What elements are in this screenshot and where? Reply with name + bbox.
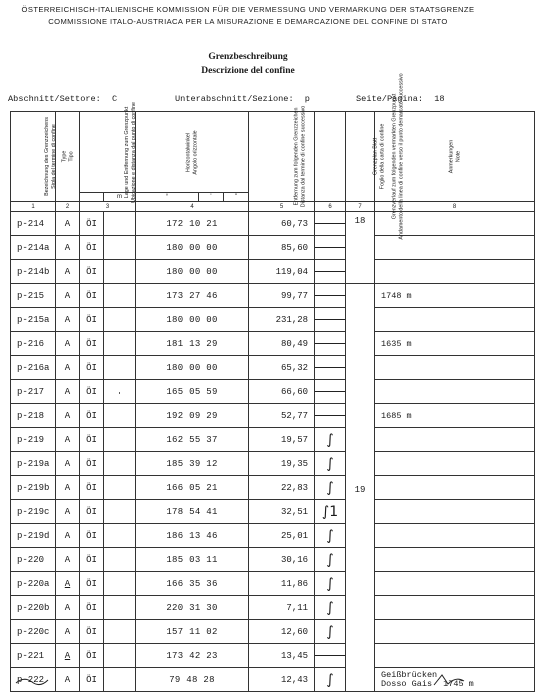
point-type: A xyxy=(56,332,80,356)
point-type: A xyxy=(56,404,80,428)
location-code: ÖI xyxy=(80,548,104,572)
location-distance xyxy=(104,308,136,332)
horizontal-angle: 181 13 29 xyxy=(136,332,249,356)
distance-value: 12,60 xyxy=(249,620,315,644)
point-id: p-220c xyxy=(11,620,56,644)
col-sub-sec: '' xyxy=(224,193,249,202)
location-distance xyxy=(104,332,136,356)
location-code: ÖI xyxy=(80,452,104,476)
course-symbol xyxy=(315,644,346,668)
note-cell xyxy=(375,548,535,572)
distance-value: 7,11 xyxy=(249,596,315,620)
straight-line-icon xyxy=(315,319,345,320)
point-type: A xyxy=(56,548,80,572)
horizontal-angle: 186 13 46 xyxy=(136,524,249,548)
point-id: p-220a xyxy=(11,572,56,596)
handwritten-mark-left xyxy=(14,674,54,688)
course-symbol xyxy=(315,548,346,572)
dot-mark xyxy=(119,392,121,394)
curved-line-icon: ∫ xyxy=(326,455,334,472)
table-row xyxy=(11,260,535,284)
straight-line-icon xyxy=(315,271,345,272)
course-symbol xyxy=(315,620,346,644)
distance-value: 80,49 xyxy=(249,332,315,356)
straight-line-icon xyxy=(315,343,345,344)
distance-value: 12,43 xyxy=(249,668,315,692)
horizontal-angle: 180 00 00 xyxy=(136,356,249,380)
note-cell xyxy=(375,476,535,500)
course-symbol xyxy=(315,308,346,332)
col-header-notes: Anmerkungen Note xyxy=(375,112,535,202)
point-id: p-220b xyxy=(11,596,56,620)
distance-value: 119,04 xyxy=(249,260,315,284)
location-code: ÖI xyxy=(80,308,104,332)
table-row xyxy=(11,284,535,308)
location-distance xyxy=(104,620,136,644)
note-cell: 1635 m xyxy=(375,332,535,356)
location-distance xyxy=(104,596,136,620)
column-number-row: 1 2 3 4 5 6 7 8 xyxy=(11,202,535,212)
table-row xyxy=(11,620,535,644)
table-row xyxy=(11,308,535,332)
horizontal-angle: 180 00 00 xyxy=(136,308,249,332)
course-symbol xyxy=(315,500,346,524)
note-cell xyxy=(375,572,535,596)
location-distance xyxy=(104,476,136,500)
commission-name-german: ÖSTERREICHISCH-ITALIENISCHE KOMMISSION FÜR DIE VERMESSUNG UND VERMARKUNG DER STAATSGRENZE xyxy=(21,5,475,14)
horizontal-angle: 172 10 21 xyxy=(136,212,249,236)
note-cell xyxy=(375,260,535,284)
note-cell xyxy=(375,452,535,476)
distance-value: 22,83 xyxy=(249,476,315,500)
note-elevation: 1745 m xyxy=(443,678,474,689)
table-row xyxy=(11,524,535,548)
distance-value: 99,77 xyxy=(249,284,315,308)
course-symbol xyxy=(315,332,346,356)
col-sub-min: ' xyxy=(199,193,224,202)
location-code: ÖI xyxy=(80,428,104,452)
note-cell xyxy=(375,620,535,644)
curved-line-icon: ∫ xyxy=(326,671,334,688)
distance-value: 32,51 xyxy=(249,500,315,524)
course-symbol xyxy=(315,572,346,596)
horizontal-angle: 185 03 11 xyxy=(136,548,249,572)
horizontal-angle: 166 35 36 xyxy=(136,572,249,596)
point-id: p-214b xyxy=(11,260,56,284)
table-row xyxy=(11,212,535,236)
point-type: A xyxy=(56,308,80,332)
col-header-point: Bezeichnung des Grenzzeichens Sigla del termine di confine xyxy=(11,112,56,202)
point-type: A xyxy=(56,236,80,260)
curved-line-icon: ∫ xyxy=(326,479,334,496)
point-id: p-214a xyxy=(11,236,56,260)
distance-value: 231,28 xyxy=(249,308,315,332)
distance-value: 19,57 xyxy=(249,428,315,452)
location-distance xyxy=(104,284,136,308)
sheet-number: 18 xyxy=(346,212,375,284)
location-code: ÖI xyxy=(80,596,104,620)
distance-value: 60,73 xyxy=(249,212,315,236)
distance-value: 65,32 xyxy=(249,356,315,380)
horizontal-angle: 79 48 28 xyxy=(136,668,249,692)
location-distance xyxy=(104,404,136,428)
commission-name-italian: COMMISSIONE ITALO-AUSTRIACA PER LA MISURAZIONE E DEMARCAZIONE DEL CONFINE DI STATO xyxy=(48,17,448,26)
page-label: Seite/Pagina: xyxy=(356,94,424,104)
location-code: ÖI xyxy=(80,404,104,428)
course-symbol xyxy=(315,524,346,548)
page-value: 18 xyxy=(434,94,445,104)
course-symbol xyxy=(315,236,346,260)
horizontal-angle: 157 11 02 xyxy=(136,620,249,644)
table-row xyxy=(11,596,535,620)
straight-line-icon xyxy=(315,223,345,224)
point-id: p-222 xyxy=(11,668,56,692)
point-id: p-219b xyxy=(11,476,56,500)
handwritten-mark-right xyxy=(430,672,470,688)
table-row xyxy=(11,572,535,596)
point-type: A xyxy=(56,644,80,668)
curved-line-icon: ∫ xyxy=(326,575,334,592)
point-type: A xyxy=(56,212,80,236)
point-id: p-214 xyxy=(11,212,56,236)
table-row xyxy=(11,380,535,404)
curved-line-icon: ∫ xyxy=(326,431,334,448)
location-distance xyxy=(104,356,136,380)
distance-value: 52,77 xyxy=(249,404,315,428)
location-distance xyxy=(104,428,136,452)
distance-value: 25,01 xyxy=(249,524,315,548)
horizontal-angle: 220 31 30 xyxy=(136,596,249,620)
table-row xyxy=(11,356,535,380)
note-cell xyxy=(375,356,535,380)
course-symbol xyxy=(315,596,346,620)
table-row xyxy=(11,476,535,500)
course-symbol xyxy=(315,284,346,308)
point-id: p-216a xyxy=(11,356,56,380)
location-distance xyxy=(104,548,136,572)
col-header-distance: Entfernung zum folgenden Grenzzeichen Distanza dal termine di confine successivo xyxy=(249,112,315,202)
horizontal-angle: 192 09 29 xyxy=(136,404,249,428)
point-type: A xyxy=(56,356,80,380)
course-symbol xyxy=(315,356,346,380)
title-italian: Descrizione del confine xyxy=(201,66,295,76)
location-distance xyxy=(104,524,136,548)
section-value: C xyxy=(112,94,118,104)
point-type: A xyxy=(56,620,80,644)
point-id: p-215 xyxy=(11,284,56,308)
note-cell xyxy=(375,596,535,620)
curved-line-icon: ∫1 xyxy=(321,503,339,520)
course-symbol xyxy=(315,380,346,404)
note-cell xyxy=(375,308,535,332)
point-id: p-215a xyxy=(11,308,56,332)
course-symbol xyxy=(315,428,346,452)
course-symbol xyxy=(315,476,346,500)
point-id: p-216 xyxy=(11,332,56,356)
curved-line-icon: ∫ xyxy=(326,527,334,544)
table-row xyxy=(11,452,535,476)
location-distance xyxy=(104,380,136,404)
straight-line-icon xyxy=(315,415,345,416)
location-code: ÖI xyxy=(80,332,104,356)
straight-line-icon xyxy=(315,367,345,368)
point-type: A xyxy=(56,476,80,500)
note-cell xyxy=(375,428,535,452)
section-label: Abschnitt/Settore: xyxy=(8,94,101,104)
location-code: ÖI xyxy=(80,644,104,668)
location-distance xyxy=(104,500,136,524)
horizontal-angle: 173 42 23 xyxy=(136,644,249,668)
horizontal-angle: 180 00 00 xyxy=(136,260,249,284)
location-distance xyxy=(104,572,136,596)
section-field xyxy=(8,94,117,104)
location-distance xyxy=(104,212,136,236)
col-sub-meter: m xyxy=(104,193,136,202)
distance-value: 11,86 xyxy=(249,572,315,596)
horizontal-angle: 173 27 46 xyxy=(136,284,249,308)
col-header-type: Type Tipo xyxy=(56,112,80,202)
location-code: ÖI xyxy=(80,668,104,692)
table-row xyxy=(11,428,535,452)
subsection-label: Unterabschnitt/Sezione: xyxy=(175,94,294,104)
note-cell xyxy=(375,524,535,548)
curved-line-icon: ∫ xyxy=(326,599,334,616)
point-type: A xyxy=(56,668,80,692)
title-german: Grenzbeschreibung xyxy=(208,52,288,62)
note-cell: 1685 m xyxy=(375,404,535,428)
location-distance xyxy=(104,644,136,668)
note-text: Geißbrücken Dosso Gais xyxy=(381,669,438,689)
point-type: A xyxy=(56,596,80,620)
sheet-number: 19 xyxy=(346,284,375,692)
horizontal-angle: 162 55 37 xyxy=(136,428,249,452)
horizontal-angle: 166 05 21 xyxy=(136,476,249,500)
curved-line-icon: ∫ xyxy=(326,623,334,640)
location-code: ÖI xyxy=(80,524,104,548)
distance-value: 19,35 xyxy=(249,452,315,476)
col-header-angle: Horizontalwinkel Angolo orizzontale xyxy=(136,112,249,193)
location-code: ÖI xyxy=(80,476,104,500)
horizontal-angle: 185 39 12 xyxy=(136,452,249,476)
straight-line-icon xyxy=(315,295,345,296)
point-type: A xyxy=(56,500,80,524)
course-symbol xyxy=(315,260,346,284)
course-symbol xyxy=(315,668,346,692)
curved-line-icon: ∫ xyxy=(326,551,334,568)
point-id: p-221 xyxy=(11,644,56,668)
point-id: p-220 xyxy=(11,548,56,572)
distance-value: 30,16 xyxy=(249,548,315,572)
point-id: p-217 xyxy=(11,380,56,404)
location-code: ÖI xyxy=(80,380,104,404)
location-code: ÖI xyxy=(80,500,104,524)
point-type: A xyxy=(56,428,80,452)
note-cell: 1748 m xyxy=(375,284,535,308)
distance-value: 13,45 xyxy=(249,644,315,668)
course-symbol xyxy=(315,452,346,476)
location-distance xyxy=(104,452,136,476)
location-code: ÖI xyxy=(80,212,104,236)
point-type: A xyxy=(56,284,80,308)
location-code: ÖI xyxy=(80,620,104,644)
table-row xyxy=(11,404,535,428)
point-id: p-219c xyxy=(11,500,56,524)
col-sub-deg: ° xyxy=(136,193,199,202)
col-header-location: Lage und Entfernung zum Grenzpunkt Ubicazione e distanza dal punto di confine xyxy=(80,112,136,193)
point-id: p-219d xyxy=(11,524,56,548)
location-code: ÖI xyxy=(80,260,104,284)
table-row xyxy=(11,548,535,572)
note-cell xyxy=(375,380,535,404)
straight-line-icon xyxy=(315,247,345,248)
location-distance xyxy=(104,236,136,260)
location-code: ÖI xyxy=(80,572,104,596)
point-id: p-218 xyxy=(11,404,56,428)
point-id: p-219 xyxy=(11,428,56,452)
distance-value: 66,60 xyxy=(249,380,315,404)
point-type: A xyxy=(56,572,80,596)
location-code: ÖI xyxy=(80,284,104,308)
note-cell xyxy=(375,500,535,524)
point-type: A xyxy=(56,524,80,548)
table-row xyxy=(11,644,535,668)
distance-value: 85,60 xyxy=(249,236,315,260)
point-id: p-219a xyxy=(11,452,56,476)
straight-line-icon xyxy=(315,655,345,656)
horizontal-angle: 180 00 00 xyxy=(136,236,249,260)
straight-line-icon xyxy=(315,391,345,392)
table-row xyxy=(11,500,535,524)
table-row xyxy=(11,236,535,260)
table-row xyxy=(11,332,535,356)
course-symbol xyxy=(315,212,346,236)
location-code: ÖI xyxy=(80,356,104,380)
col-header-sheet: Grenzplan Blatt Foglio della carta di confine xyxy=(346,112,375,202)
point-type: A xyxy=(56,260,80,284)
location-distance xyxy=(104,260,136,284)
point-type: A xyxy=(56,452,80,476)
note-cell xyxy=(375,644,535,668)
subsection-field xyxy=(175,94,310,104)
col-header-course: Grenzverlauf zum folgenden vermarkten Grenzpunkt Andamento della linea di confine verso il punto demarcato successivo xyxy=(315,112,346,202)
point-type: A xyxy=(56,380,80,404)
location-distance xyxy=(104,668,136,692)
subsection-value: p xyxy=(304,94,310,104)
horizontal-angle: 165 05 59 xyxy=(136,380,249,404)
location-code: ÖI xyxy=(80,236,104,260)
horizontal-angle: 178 54 41 xyxy=(136,500,249,524)
course-symbol xyxy=(315,404,346,428)
